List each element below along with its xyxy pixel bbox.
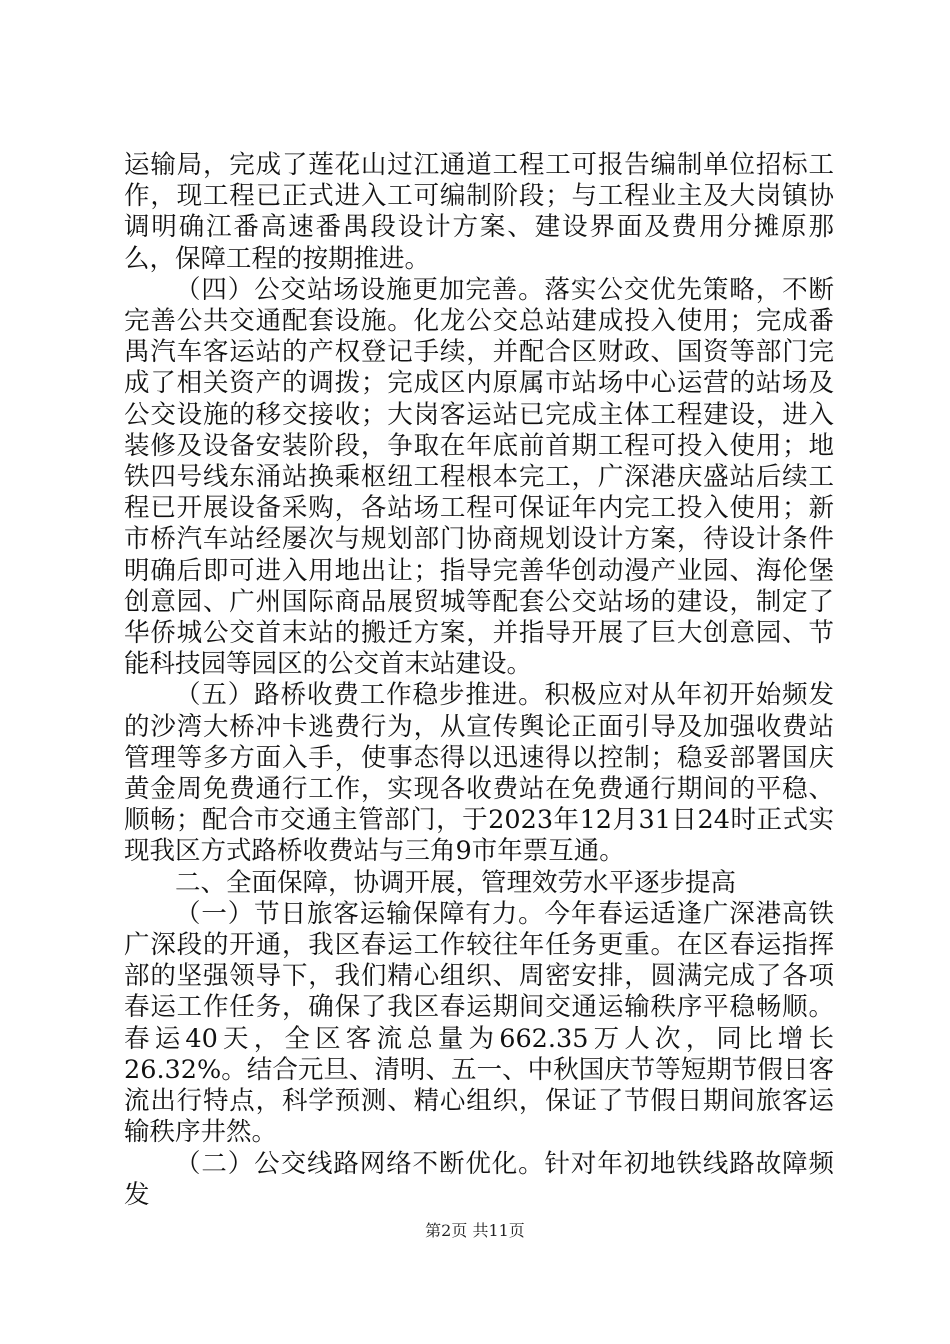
paragraph-subsection-1: （一）节日旅客运输保障有力。今年春运适逢广深港高铁广深段的开通，我区春运工作较往年任务更重。在区春运指挥部的坚强领导下，我们精心组织、周密安排，圆满完成了各项春运工作任务，确保了我区春运期间交通运输秩序平稳畅顺。春运40天，全区客流总量为662.35万人次，同比增长26.32%。结合元旦、清明、五一、中秋国庆节等短期节假日客流出行特点，科学预测、精心组织，保证了节假日期间旅客运输秩序井然。: [124, 898, 834, 1148]
paragraph-section-4: （四）公交站场设施更加完善。落实公交优先策略，不断完善公共交通配套设施。化龙公交总站建成投入使用；完成番禺汽车客运站的产权登记手续，并配合区财政、国资等部门完成了相关资产的调拨；完成区内原属市站场中心运营的站场及公交设施的移交接收；大岗客运站已完成主体工程建设，进入装修及设备安装阶段，争取在年底前首期工程可投入使用；地铁四号线东涌站换乘枢纽工程根本完工，广深港庆盛站后续工程已开展设备采购，各站场工程可保证年内完工投入使用；新市桥汽车站经屡次与规划部门协商规划设计方案，待设计条件明确后即可进入用地出让；指导完善华创动漫产业园、海伦堡创意园、广州国际商品展贸城等配套公交站场的建设，制定了华侨城公交首末站的搬迁方案，并指导开展了巨大创意园、节能科技园等园区的公交首末站建设。: [124, 274, 834, 680]
section-heading-2: 二、全面保障，协调开展，管理效劳水平逐步提高: [175, 867, 737, 898]
paragraph-continuation: 运输局，完成了莲花山过江通道工程工可报告编制单位招标工作，现工程已正式进入工可编制阶段；与工程业主及大岗镇协调明确江番高速番禺段设计方案、建设界面及费用分摊原那么，保障工程的按期推进。: [124, 150, 834, 274]
paragraph-subsection-2: （二）公交线路网络不断优化。针对年初地铁线路故障频发: [124, 1148, 834, 1210]
document-body: [124, 150, 834, 1211]
page-footer: 第2页 共11页: [425, 1221, 525, 1240]
paragraph-section-5: （五）路桥收费工作稳步推进。积极应对从年初开始频发的沙湾大桥冲卡逃费行为，从宣传舆论正面引导及加强收费站管理等多方面入手，使事态得以迅速得以控制；稳妥部署国庆黄金周免费通行工作，实现各收费站在免费通行期间的平稳、顺畅；配合市交通主管部门，于2023年12月31日24时正式实现我区方式路桥收费站与三角9市年票互通。: [124, 680, 834, 867]
